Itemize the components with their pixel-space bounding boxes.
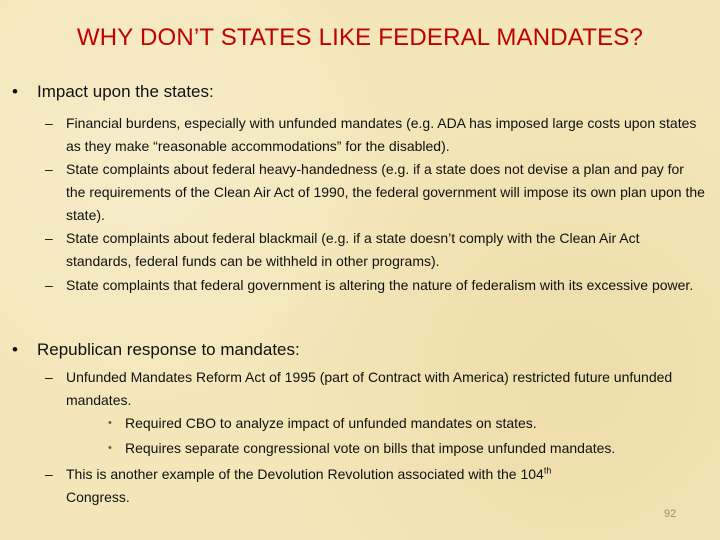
dash-icon: – xyxy=(45,466,53,482)
subitem-text: Required CBO to analyze impact of unfunded mandates on states. xyxy=(125,415,537,431)
dash-icon: – xyxy=(45,115,53,131)
section-heading-impact: Impact upon the states: xyxy=(37,82,214,101)
devolution-text-continued: Congress. xyxy=(66,489,130,505)
bullet-dot-icon: • xyxy=(12,340,18,359)
subitem-text: Requires separate congressional vote on bills that impose unfunded mandates. xyxy=(125,440,616,456)
dash-icon: – xyxy=(45,277,53,293)
slide-title: WHY DON’T STATES LIKE FEDERAL MANDATES? xyxy=(76,24,644,51)
bullet-dot-icon: • xyxy=(12,82,18,101)
impact-item-text: State complaints about federal heavy-handedness (e.g. if a state does not devise a plan and pay for the requirements of the Clean Air Act of 1990, the federal government will impose its own plan upon the state). xyxy=(66,161,705,223)
republican-item-text xyxy=(66,463,705,509)
devolution-text: This is another example of the Devolution Revolution associated with the 104 xyxy=(66,466,544,482)
section-heading-republican: Republican response to mandates: xyxy=(37,340,300,359)
impact-item-blackmail xyxy=(45,227,705,273)
small-bullet-icon: • xyxy=(108,417,112,429)
small-bullet-icon: • xyxy=(108,442,112,454)
impact-item-text: State complaints that federal government is altering the nature of federalism with its excessive power. xyxy=(66,277,694,293)
impact-item-heavy-handedness xyxy=(45,158,705,227)
republican-item-text: Unfunded Mandates Reform Act of 1995 (part of Contract with America) restricted future unfunded mandates. xyxy=(66,369,673,408)
republican-item-umra xyxy=(45,366,705,412)
ordinal-suffix: th xyxy=(543,465,552,476)
impact-item-text: Financial burdens, especially with unfunded mandates (e.g. ADA has imposed large costs upon states as they make “reasonable accommodations” for the disabled). xyxy=(66,115,697,154)
slide-number: 92 xyxy=(664,508,677,520)
impact-item-financial xyxy=(45,112,705,158)
republican-item-devolution xyxy=(45,463,705,509)
dash-icon: – xyxy=(45,369,53,385)
impact-item-text: State complaints about federal blackmail (e.g. if a state doesn’t comply with the Clean Air Act standards, federal funds can be withheld in other programs). xyxy=(66,230,640,269)
impact-item-excessive-power xyxy=(45,274,705,297)
dash-icon: – xyxy=(45,161,53,177)
dash-icon: – xyxy=(45,230,53,246)
